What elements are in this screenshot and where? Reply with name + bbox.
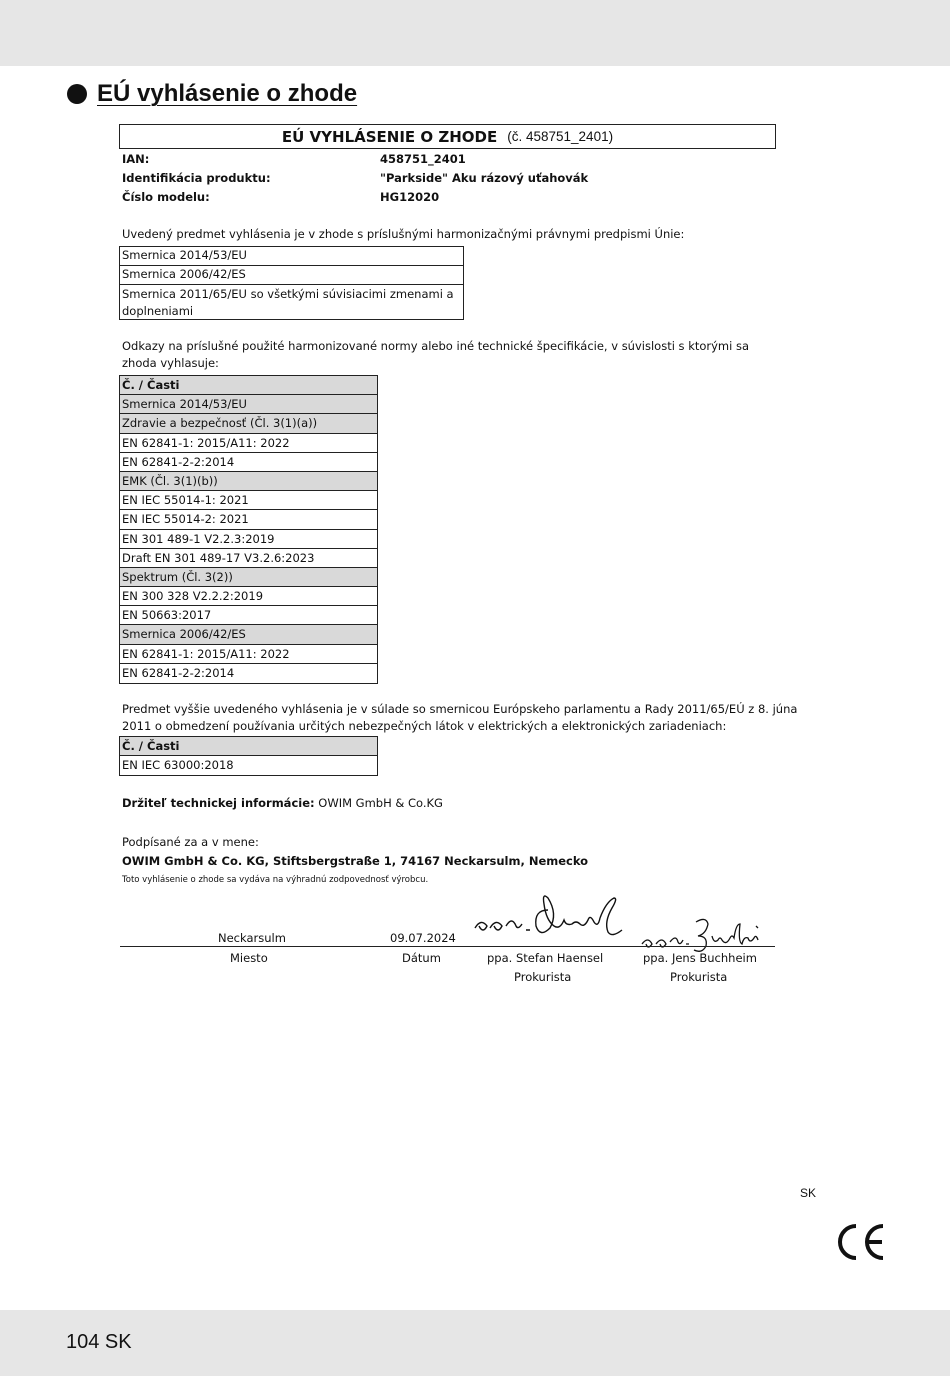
signer1-name: ppa. Stefan Haensel (487, 951, 604, 965)
standards-row: EN 301 489-1 V2.2.3:2019 (120, 530, 377, 549)
signer2-name: ppa. Jens Buchheim (643, 951, 757, 965)
standards-row: EN IEC 55014-2: 2021 (120, 510, 377, 529)
field-value-product: "Parkside" Aku rázový uťahovák (380, 171, 589, 185)
place-value: Neckarsulm (218, 931, 286, 945)
heading-text: EÚ vyhlásenie o zhode (97, 80, 358, 107)
responsibility-note: Toto vyhlásenie o zhode sa vydáva na výhradnú zodpovednosť výrobcu. (122, 875, 429, 885)
language-code: SK (800, 1186, 817, 1200)
standards-table (119, 375, 378, 684)
directive-row: Smernica 2014/53/EU (120, 247, 463, 266)
standards-row: Smernica 2014/53/EU (120, 395, 377, 414)
standards-row: Smernica 2006/42/ES (120, 625, 377, 644)
standards-row: EN 50663:2017 (120, 606, 377, 625)
bullet-icon (67, 84, 87, 104)
date-label: Dátum (402, 951, 441, 965)
declaration-title: EÚ VYHLÁSENIE O ZHODE (281, 127, 498, 146)
standards-header-row: Č. / Časti (120, 376, 377, 395)
directive-row: Smernica 2006/42/ES (120, 266, 463, 285)
directive-row: Smernica 2011/65/EU so všetkými súvisiacimi zmenami a doplneniami (122, 287, 454, 318)
section-heading (67, 80, 357, 108)
signer1-role: Prokurista (514, 970, 572, 984)
bottom-band (0, 1310, 950, 1376)
declaration-number: (č. 458751_2401) (507, 129, 614, 144)
signed-company: OWIM GmbH & Co. KG, Stiftsbergstraße 1, 74167 Neckarsulm, Nemecko (122, 854, 589, 868)
standards-row: EN IEC 55014-1: 2021 (120, 491, 377, 510)
standards-row: EN 300 328 V2.2.2:2019 (120, 587, 377, 606)
standards-row: Spektrum (Čl. 3(2)) (120, 568, 377, 587)
standards-row: Zdravie a bezpečnosť (Čl. 3(1)(a)) (120, 414, 377, 433)
rohs-row: EN IEC 63000:2018 (122, 758, 234, 773)
date-value: 09.07.2024 (390, 931, 456, 945)
rohs-intro-line1: Predmet vyššie uvedeného vyhlásenia je v súlade so smernicou Európskeho parlamentu a Rady 2011/65/EÚ z 8. júna (122, 702, 798, 716)
holder-value: OWIM GmbH & Co.KG (318, 796, 443, 810)
signer2-role: Prokurista (670, 970, 728, 984)
standards-row: EN 62841-2-2:2014 (120, 453, 377, 472)
place-label: Miesto (230, 951, 268, 965)
field-label-product: Identifikácia produktu: (122, 171, 271, 185)
standards-row: EN 62841-1: 2015/A11: 2022 (120, 434, 377, 453)
standards-row: EMK (Čl. 3(1)(b)) (120, 472, 377, 491)
declaration-title-box (119, 124, 776, 149)
rohs-header-row: Č. / Časti (120, 737, 377, 756)
field-label-ian: IAN: (122, 152, 150, 166)
field-value-ian: 458751_2401 (380, 152, 466, 166)
standards-row: EN 62841-2-2:2014 (122, 665, 235, 680)
signature-line (120, 946, 775, 947)
field-label-model: Číslo modelu: (122, 190, 210, 204)
harmonization-intro: Uvedený predmet vyhlásenia je v zhode s príslušnými harmonizačnými právnymi predpismi Únie: (122, 227, 685, 241)
ce-mark-icon (835, 1222, 887, 1262)
top-band (0, 0, 950, 66)
directives-table (119, 246, 464, 320)
standards-intro: Odkazy na príslušné použité harmonizované normy alebo iné technické špecifikácie, v súvislosti s ktorými sa zhoda vyhlasuje: (122, 339, 750, 370)
holder-label: Držiteľ technickej informácie: (122, 796, 315, 810)
holder-line (122, 795, 443, 812)
signature-haensel (470, 888, 635, 948)
signed-label: Podpísané za a v mene: (122, 835, 259, 849)
page-number: 104 SK (66, 1331, 132, 1353)
rohs-intro-line2: 2011 o obmedzení používania určitých nebezpečných látok v elektrických a elektronických zariadeniach: (122, 719, 727, 733)
standards-row: Draft EN 301 489-17 V3.2.6:2023 (120, 549, 377, 568)
field-value-model: HG12020 (380, 190, 440, 204)
standards-row: EN 62841-1: 2015/A11: 2022 (120, 645, 377, 664)
rohs-table (119, 736, 378, 776)
